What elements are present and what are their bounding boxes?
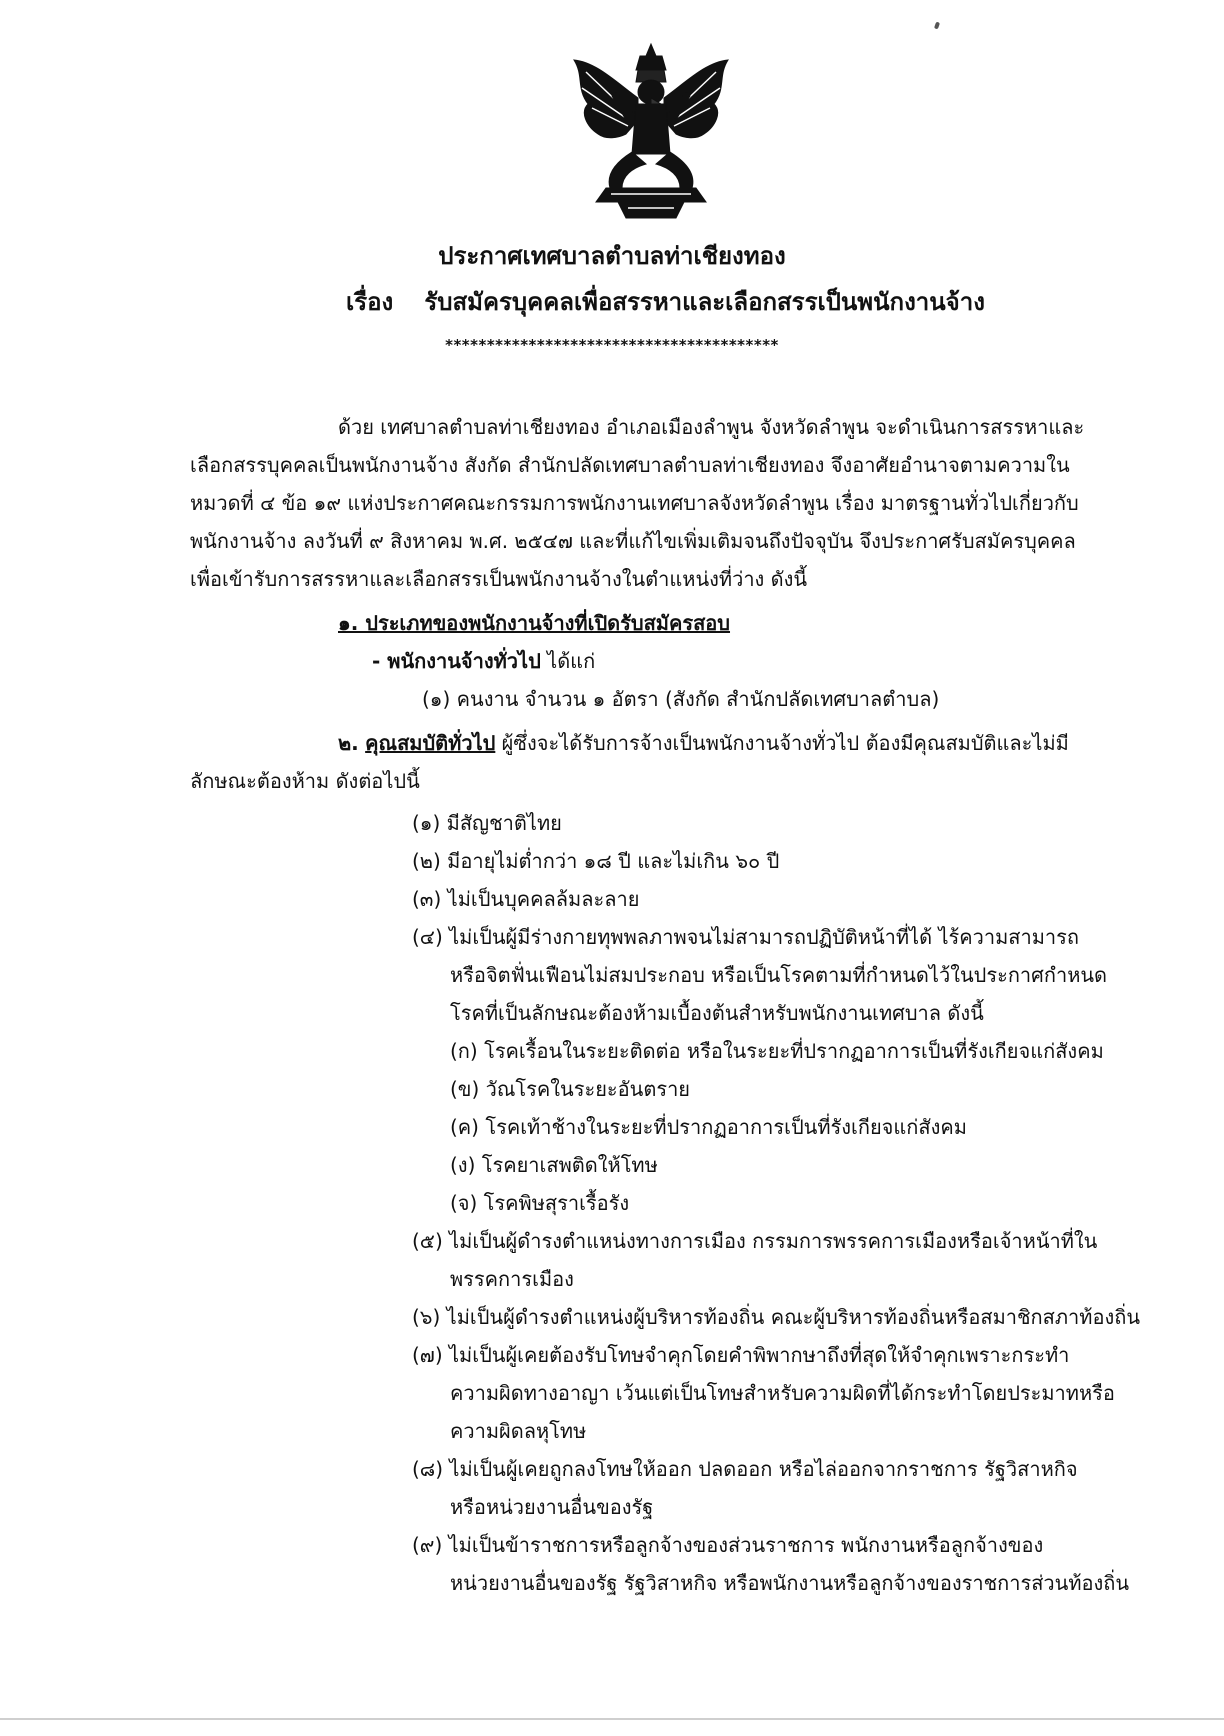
section-2-number: ๒. (338, 731, 359, 755)
qualification-item: (๖) ไม่เป็นผู้ดำรงตำแหน่งผู้บริหารท้องถิ่น คณะผู้บริหารท้องถิ่นหรือสมาชิกสภาท้องถิ่น (412, 1305, 1141, 1329)
qualification-item: (๒) มีอายุไม่ต่ำกว่า ๑๘ ปี และไม่เกิน ๖๐ ปี (412, 849, 780, 873)
separator-line: **************************************** (445, 336, 779, 354)
qualification-item-cont: พรรคการเมือง (450, 1267, 574, 1291)
disease-item: (ค) โรคเท้าช้างในระยะที่ปรากฏอาการเป็นที่รังเกียจแก่สังคม (450, 1115, 967, 1139)
scan-speck (934, 22, 940, 30)
qualification-item: (๔) ไม่เป็นผู้มีร่างกายทุพพลภาพจนไม่สามารถปฏิบัติหน้าที่ได้ ไร้ความสามารถ (412, 925, 1079, 949)
disease-item: (ง) โรคยาเสพติดให้โทษ (450, 1153, 658, 1177)
qualification-item: (๑) มีสัญชาติไทย (412, 811, 562, 835)
disease-item: (ก) โรคเรื้อนในระยะติดต่อ หรือในระยะที่ปรากฏอาการเป็นที่รังเกียจแก่สังคม (450, 1039, 1104, 1063)
qualification-item-cont: โรคที่เป็นลักษณะต้องห้ามเบื้องต้นสำหรับพนักงานเทศบาล ดังนี้ (450, 1001, 984, 1025)
qualification-item-cont: หรือหน่วยงานอื่นของรัฐ (450, 1495, 654, 1519)
section-2-lead-text: ผู้ซึ่งจะได้รับการจ้างเป็นพนักงานจ้างทั่วไป ต้องมีคุณสมบัติและไม่มี (495, 731, 1069, 755)
document-subject (346, 282, 985, 321)
qualification-item-cont: ความผิดทางอาญา เว้นแต่เป็นโทษสำหรับความผิดที่ได้กระทำโดยประมาทหรือ (450, 1381, 1115, 1405)
employee-type (372, 642, 595, 680)
employee-type-label: - พนักงานจ้างทั่วไป (372, 649, 541, 673)
qualification-item: (๘) ไม่เป็นผู้เคยถูกลงโทษให้ออก ปลดออก หรือไล่ออกจากราชการ รัฐวิสาหกิจ (412, 1457, 1078, 1481)
qualification-item: (๙) ไม่เป็นข้าราชการหรือลูกจ้างของส่วนราชการ พนักงานหรือลูกจ้างของ (412, 1533, 1044, 1557)
intro-line-2: เลือกสรรบุคคลเป็นพนักงานจ้าง สังกัด สำนักปลัดเทศบาลตำบลท่าเชียงทอง จึงอาศัยอำนาจตามความใน (190, 453, 1070, 477)
section-2-lead-cont: ลักษณะต้องห้าม ดังต่อไปนี้ (190, 769, 420, 793)
disease-item: (จ) โรคพิษสุราเรื้อรัง (450, 1191, 630, 1215)
intro-line-3: หมวดที่ ๔ ข้อ ๑๙ แห่งประกาศคณะกรรมการพนักงานเทศบาลจังหวัดลำพูน เรื่อง มาตรฐานทั่วไปเกี่ยวกับ (190, 491, 1079, 515)
scan-bottom-edge (0, 1718, 1224, 1720)
qualification-item-cont: ความผิดลหุโทษ (450, 1419, 587, 1443)
position-item: (๑) คนงาน จำนวน ๑ อัตรา (สังกัด สำนักปลัดเทศบาลตำบล) (422, 687, 940, 711)
intro-line-1: ด้วย เทศบาลตำบลท่าเชียงทอง อำเภอเมืองลำพูน จังหวัดลำพูน จะดำเนินการสรรหาและ (338, 415, 1085, 439)
document-title: ประกาศเทศบาลตำบลท่าเชียงทอง (438, 242, 786, 270)
subject-text: รับสมัครบุคคลเพื่อสรรหาและเลือกสรรเป็นพนักงานจ้าง (424, 288, 985, 316)
intro-line-5: เพื่อเข้ารับการสรรหาและเลือกสรรเป็นพนักงานจ้างในตำแหน่งที่ว่าง ดังนี้ (190, 567, 808, 591)
qualification-item: (๗) ไม่เป็นผู้เคยต้องรับโทษจำคุกโดยคำพิพากษาถึงที่สุดให้จำคุกเพราะกระทำ (412, 1343, 1070, 1367)
employee-type-rest: ได้แก่ (540, 649, 596, 673)
qualification-item-cont: หน่วยงานอื่นของรัฐ รัฐวิสาหกิจ หรือพนักงานหรือลูกจ้างของราชการส่วนท้องถิ่น (450, 1571, 1130, 1595)
section-2-heading: คุณสมบัติทั่วไป (365, 731, 496, 755)
intro-line-4: พนักงานจ้าง ลงวันที่ ๙ สิงหาคม พ.ศ. ๒๕๔๗ และที่แก้ไขเพิ่มเติมจนถึงปัจจุบัน จึงประกาศรับสมัครบุคคล (190, 529, 1076, 553)
disease-item: (ข) วัณโรคในระยะอันตราย (450, 1077, 691, 1101)
section-1-heading: ๑. ประเภทของพนักงานจ้างที่เปิดรับสมัครสอบ (338, 611, 731, 635)
qualification-item: (๓) ไม่เป็นบุคคลล้มละลาย (412, 887, 640, 911)
subject-label: เรื่อง (346, 288, 394, 316)
garuda-emblem-icon (566, 42, 736, 220)
qualification-item: (๕) ไม่เป็นผู้ดำรงตำแหน่งทางการเมือง กรรมการพรรคการเมืองหรือเจ้าหน้าที่ใน (412, 1229, 1098, 1253)
qualification-item-cont: หรือจิตฟั่นเฟือนไม่สมประกอบ หรือเป็นโรคตามที่กำหนดไว้ในประกาศกำหนด (450, 963, 1108, 987)
section-2-lead (338, 724, 1069, 762)
